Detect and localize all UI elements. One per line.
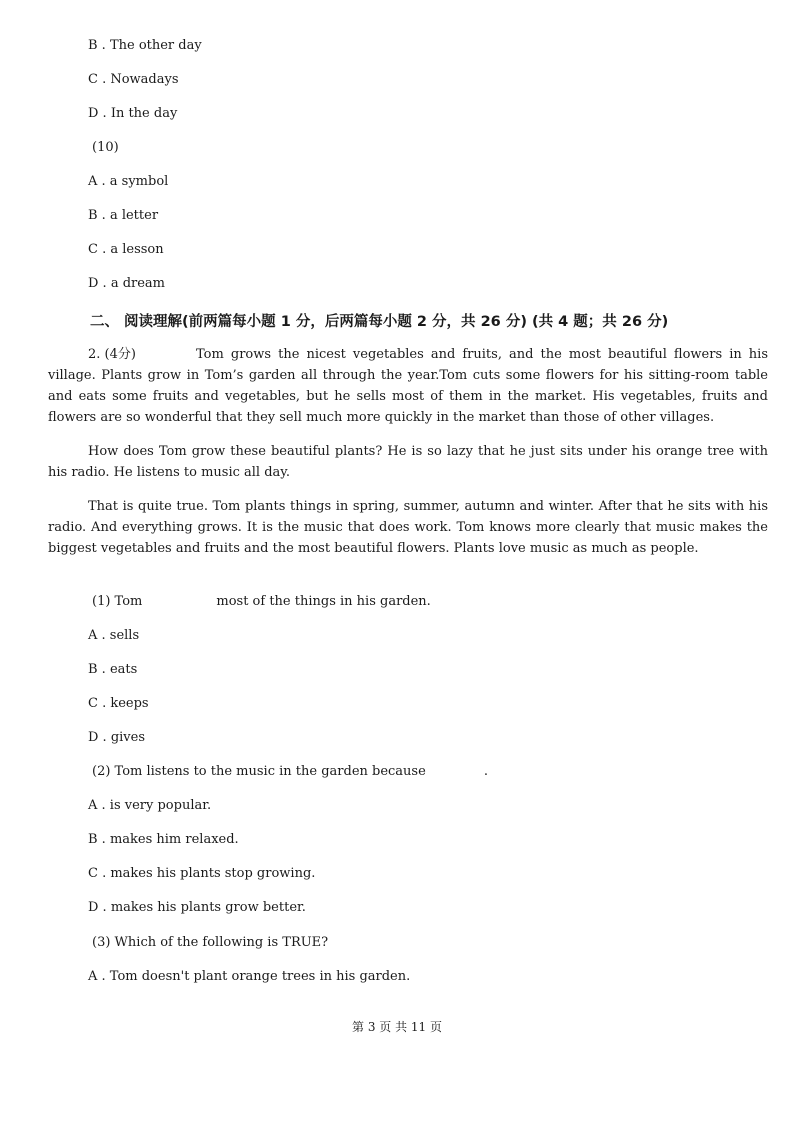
sub2-stem xyxy=(92,764,488,780)
passage-paragraph-1 xyxy=(48,344,768,428)
sub2-option-a: A . is very popular. xyxy=(88,798,212,813)
passage-text-2: How does Tom grow these beautiful plants? He is so lazy that he just sits under his orange tree with his radio. He listens to music all day. xyxy=(48,444,768,480)
sub3-stem: (3) Which of the following is TRUE? xyxy=(92,935,329,950)
q10-option-a: A . a symbol xyxy=(88,174,169,189)
sub2-option-b: B . makes him relaxed. xyxy=(88,832,239,847)
sub1-option-b: B . eats xyxy=(88,662,138,677)
sub1-option-d: D . gives xyxy=(88,730,146,745)
q10-label: (10) xyxy=(92,140,119,155)
sub2-option-d: D . makes his plants grow better. xyxy=(88,900,306,915)
sub1-option-a: A . sells xyxy=(88,628,140,643)
q9-option-d: D . In the day xyxy=(88,106,178,121)
passage-text-3: That is quite true. Tom plants things in spring, summer, autumn and winter. After that he sits with his radio. And everything grows. It is the music that does work. Tom knows more clearly that music makes the biggest vegetables and fruits and the most beautiful flowers. Plants love music as much as people. xyxy=(48,499,768,556)
q10-option-b: B . a letter xyxy=(88,208,159,223)
passage-text-1: Tom grows the nicest vegetables and fruits, and the most beautiful flowers in his village. Plants grow in Tom’s garden all through the year.Tom cuts some flowers for his sitting-room table and eats some fruits and vegetables, but he sells most of them in the market. His vegetables, fruits and flowers are so wonderful that they sell much more quickly in the market than those of other villages. xyxy=(48,347,768,425)
sub2-stem-end: . xyxy=(483,764,488,779)
question-number: 2. xyxy=(88,347,101,362)
passage-paragraph-3 xyxy=(48,496,768,559)
sub1-stem xyxy=(92,594,431,610)
sub1-stem-start: (1) Tom xyxy=(92,594,143,609)
q9-option-c: C . Nowadays xyxy=(88,72,179,87)
section-heading: 二、 阅读理解(前两篇每小题 1 分，后两篇每小题 2 分，共 26 分) (共 4 题；共 26 分) xyxy=(90,314,669,330)
sub1-stem-end: most of the things in his garden. xyxy=(216,594,431,609)
sub2-stem-start: (2) Tom listens to the music in the garden because xyxy=(92,764,426,779)
sub2-option-c: C . makes his plants stop growing. xyxy=(88,866,316,881)
question-points: (4分) xyxy=(104,347,136,362)
page-footer: 第 3 页 共 11 页 xyxy=(352,1020,442,1034)
sub3-option-a: A . Tom doesn't plant orange trees in his garden. xyxy=(88,969,411,984)
q9-option-b: B . The other day xyxy=(88,38,202,53)
sub1-option-c: C . keeps xyxy=(88,696,149,711)
q10-option-d: D . a dream xyxy=(88,276,166,291)
passage-paragraph-2 xyxy=(48,441,768,483)
q10-option-c: C . a lesson xyxy=(88,242,164,257)
